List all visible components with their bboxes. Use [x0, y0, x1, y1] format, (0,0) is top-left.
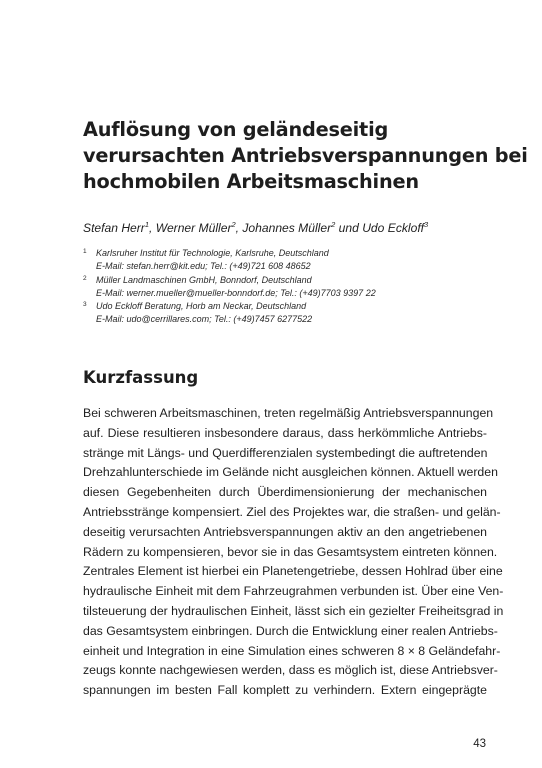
author-affiliation-mark: 2	[231, 220, 236, 229]
author-name: Werner Müller	[155, 221, 232, 235]
abstract-line: Drehzahlunterschiede im Gelände nicht ausgleichen können. Aktuell werden	[83, 465, 498, 480]
affiliation-number: 1	[83, 248, 87, 255]
title-line: Auflösung von geländeseitig	[83, 118, 389, 141]
author-name: Udo Eckloff	[362, 221, 425, 235]
abstract-line: Rädern zu kompensieren, bevor sie in das Gesamtsystem eintreten können.	[83, 544, 498, 559]
affiliation-number: 2	[83, 274, 87, 282]
abstract-line: einheit und Integration in eine Simulation eines schweren 8 × 8 Geländefahr-	[83, 643, 501, 658]
affiliation-contact: E-Mail: werner.mueller@mueller-bonndorf.de; Tel.: (+49)7703 9397 22	[96, 287, 376, 298]
author-separator: und	[335, 221, 363, 235]
abstract-line: hydraulische Einheit mit dem Fahrzeugrahmen verbunden ist. Über eine Ven-	[83, 584, 504, 599]
affiliation-entry	[83, 274, 503, 301]
affiliation-organization: Udo Eckloff Beratung, Horb am Neckar, Deutschland	[96, 301, 307, 312]
author-separator: ,	[149, 221, 156, 235]
abstract-line: Bei schweren Arbeitsmaschinen, treten regelmäßig Antriebsverspannungen	[83, 406, 494, 420]
abstract-line: spannungen im besten Fall komplett zu verhindern. Extern eingeprägte	[83, 683, 487, 698]
abstract-line: tilsteuerung der hydraulischen Einheit, lässt sich ein gezielter Freiheitsgrad in	[83, 603, 504, 618]
affiliation-entry	[83, 300, 503, 327]
abstract-body	[83, 404, 504, 701]
affiliation-contact: E-Mail: stefan.herr@kit.edu; Tel.: (+49)721 608 48652	[96, 261, 311, 272]
title-line: hochmobilen Arbeitsmaschinen	[83, 170, 419, 193]
affiliation-organization: Karlsruher Institut für Technologie, Karlsruhe, Deutschland	[96, 248, 329, 258]
abstract-line: Antriebsstränge kompensiert. Ziel des Projektes war, die straßen- und gelän-	[83, 504, 501, 519]
abstract-line: Zentrales Element ist hierbei ein Planetengetriebe, dessen Hohlrad über eine	[83, 564, 503, 579]
author-name: Johannes Müller	[242, 221, 332, 235]
affiliation-organization: Müller Landmaschinen GmbH, Bonndorf, Deutschland	[96, 274, 312, 285]
author-name: Stefan Herr	[83, 221, 145, 235]
affiliation-list	[83, 247, 503, 327]
abstract-line: stränge mit Längs- und Querdifferenzialen systembedingt die auftretenden	[83, 445, 488, 460]
abstract-line: deseitig verursachten Antriebsverspannungen aktiv an den angetriebenen	[83, 524, 487, 539]
abstract-line: auf. Diese resultieren insbesondere daraus, dass herkömmliche Antriebs-	[83, 425, 487, 440]
paper-title	[83, 117, 528, 195]
author-list	[83, 220, 503, 236]
page-number: 43	[473, 738, 486, 750]
abstract-line: das Gesamtsystem einbringen. Durch die Entwicklung einer realen Antriebs-	[83, 623, 498, 638]
abstract-line: diesen Gegebenheiten durch Überdimensionierung der mechanischen	[83, 485, 487, 500]
author-affiliation-mark: 2	[331, 220, 336, 229]
author-affiliation-mark: 1	[144, 220, 150, 229]
section-heading: Kurzfassung	[83, 368, 199, 387]
affiliation-number: 3	[83, 301, 87, 309]
affiliation-contact: E-Mail: udo@cerrillares.com; Tel.: (+49)7457 6277522	[96, 314, 313, 325]
abstract-line: zeugs konnte nachgewiesen werden, dass es möglich ist, diese Antriebsver-	[83, 663, 498, 678]
title-line: verursachten Antriebsverspannungen bei	[83, 144, 528, 167]
affiliation-entry	[83, 247, 503, 274]
author-affiliation-mark: 3	[424, 220, 429, 229]
author-separator: ,	[235, 221, 243, 235]
